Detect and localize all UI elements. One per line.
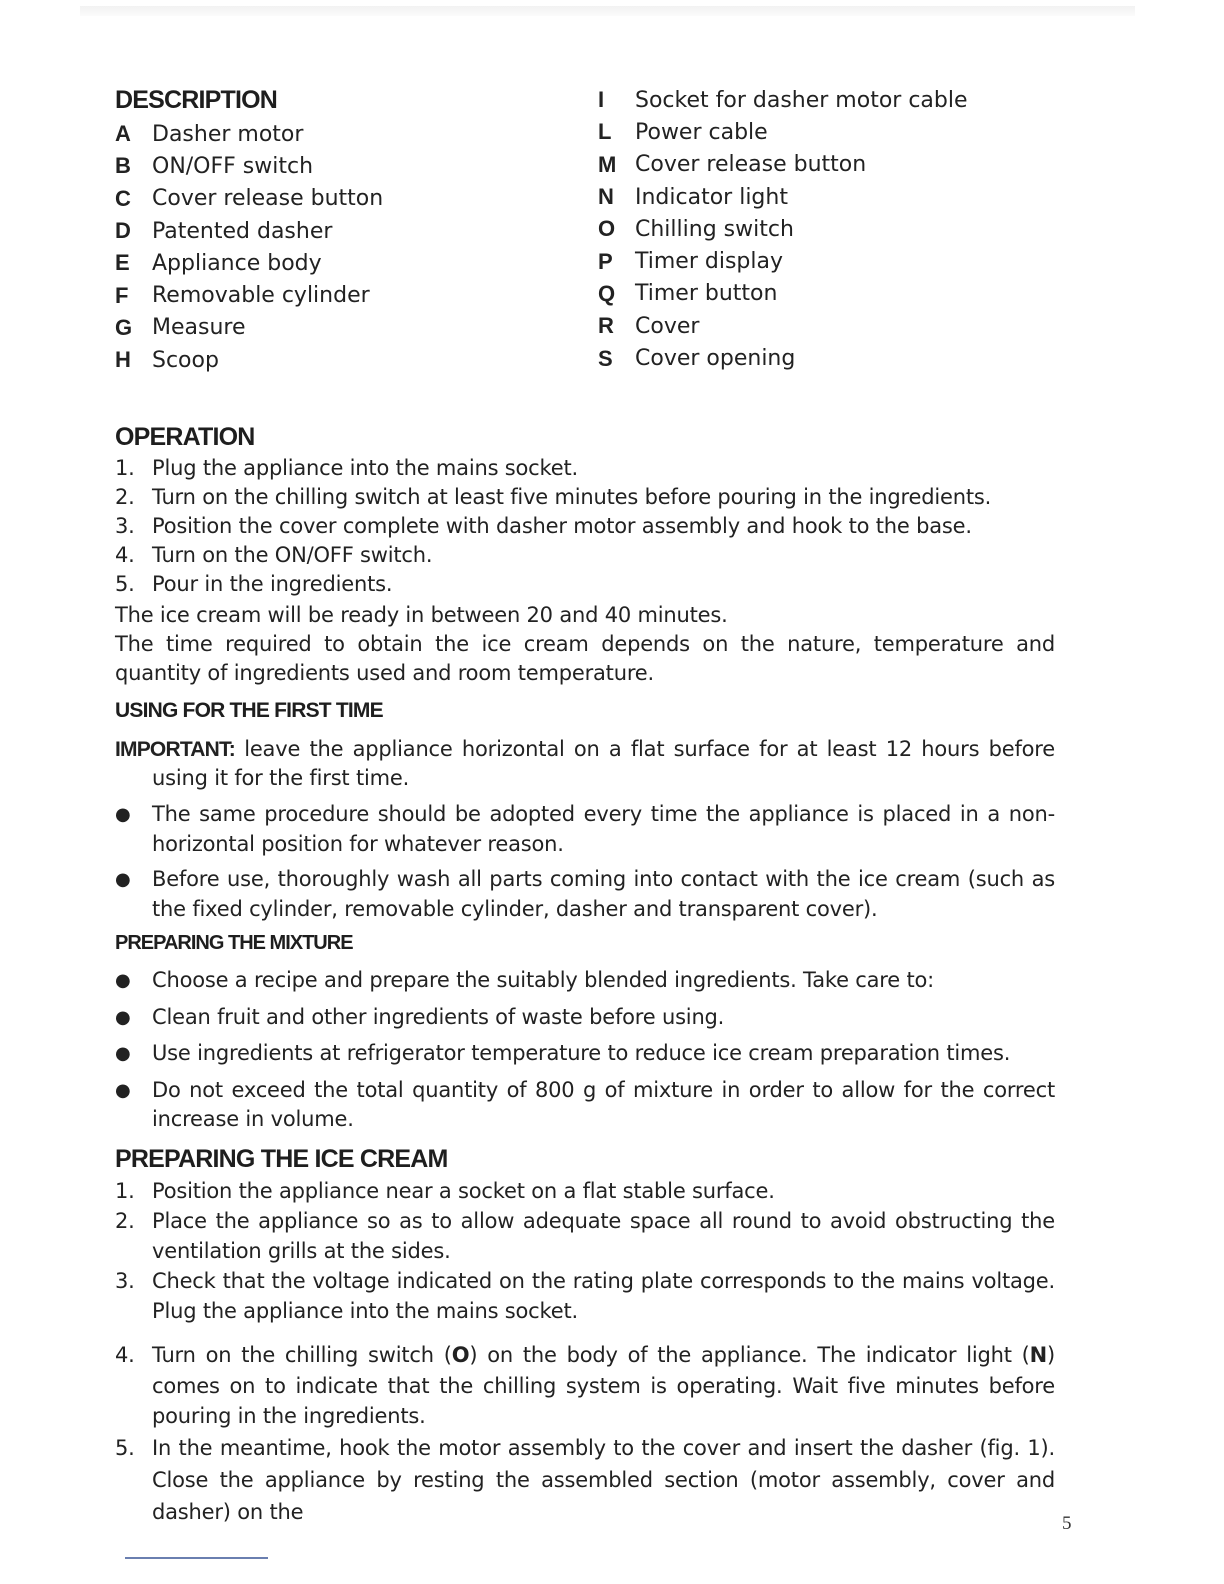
bullet-text: Do not exceed the total quantity of 800 g of mixture in order to allow for the correct increase in volume. [152,1077,1055,1131]
step-text-a: Turn on the chilling switch ( [152,1343,452,1367]
important-label: IMPORTANT: [115,738,235,761]
item-label: Cover release button [635,152,867,178]
item-label: Chilling switch [635,216,794,242]
item-letter: O [598,216,616,242]
list-item [598,84,968,116]
list-item [115,1039,1055,1069]
important-text: leave the appliance horizontal on a flat surface for at least 12 hours before using it for the first time. [152,737,1055,790]
step-text: Plug the appliance into the mains socket. [152,456,578,480]
mixture-section [115,966,1055,1135]
bullet-text: Use ingredients at refrigerator temperature to reduce ice cream preparation times. [152,1041,1011,1065]
item-letter: M [598,151,617,177]
list-item [115,344,383,376]
step-text: Pour in the ingredients. [152,572,393,596]
list-item [598,310,968,342]
important-note [115,735,1055,793]
first-time-heading: USING FOR THE FIRST TIME [115,699,383,722]
list-item [598,181,968,213]
list-item [115,512,1055,541]
step-number: 3. [115,514,135,538]
step-number: 4. [115,1343,135,1367]
item-label: Cover [635,313,700,339]
bullet-icon: ● [115,970,131,991]
ice-cream-heading: PREPARING THE ICE CREAM [115,1145,448,1173]
bullet-icon: ● [115,1006,131,1028]
list-item [115,312,383,344]
list-item [115,150,383,182]
item-label: ON/OFF switch [152,153,314,179]
list-item [598,213,968,245]
step-number: 4. [115,543,135,567]
bullet-text: Choose a recipe and prepare the suitably blended ingredients. Take care to: [152,968,935,992]
first-time-bullets [115,800,1055,924]
item-letter: N [598,184,614,210]
list-item [115,1076,1055,1135]
first-time-section [115,735,1055,924]
ready-time-note: The ice cream will be ready in between 20 and 40 minutes. [115,603,728,627]
step-number: 1. [115,456,135,480]
item-label: Appliance body [152,250,322,276]
list-item [115,865,1055,924]
list-item [598,278,968,310]
item-letter: H [115,347,131,373]
bullet-icon: ● [115,869,131,890]
page-number: 5 [1062,1513,1072,1534]
item-letter: G [115,314,133,340]
step-text: In the meantime, hook the motor assembly to the cover and insert the dasher (fig. 1). Close the appliance by resting the assembled section (motor assembly, cover and dasher) on the [152,1435,1055,1524]
item-label: Cover release button [152,186,384,212]
list-item [115,1266,1055,1326]
list-item [115,800,1055,859]
step-text: Turn on the ON/OFF switch. [152,543,433,567]
list-item [598,149,968,181]
item-label: Timer button [635,281,778,307]
bullet-text: Clean fruit and other ingredients of waste before using. [152,1004,725,1029]
step-text: Position the cover complete with dasher motor assembly and hook to the base. [152,514,972,538]
bullet-text: The same procedure should be adopted every time the appliance is placed in a non-horizontal position for whatever reason. [152,802,1055,856]
step-number: 2. [115,1209,135,1233]
list-item [598,245,968,277]
description-heading: DESCRIPTION [115,86,278,114]
step-number: 2. [115,485,135,509]
list-item [115,1206,1055,1266]
operation-section [115,454,1055,688]
mixture-bullets [115,966,1055,1135]
item-label: Removable cylinder [152,283,370,309]
step-text: Place the appliance so as to allow adequate space all round to avoid obstructing the ventilation grills at the sides. [152,1209,1055,1263]
operation-steps [115,454,1055,599]
mixture-heading: PREPARING THE MIXTURE [115,932,353,954]
description-left-list [115,118,383,376]
item-letter: D [115,218,131,244]
item-letter: F [115,282,129,308]
step-number: 5. [115,1435,135,1460]
list-item [115,279,383,311]
bullet-icon: ● [115,804,131,825]
list-item [115,454,1055,483]
description-right-list [598,84,968,375]
item-label: Measure [152,315,246,341]
bullet-icon: ● [115,1043,131,1064]
list-item [115,118,383,150]
list-item [115,966,1055,996]
item-letter: L [598,119,612,145]
list-item [115,247,383,279]
ice-cream-section [115,1176,1055,1528]
list-item [115,1432,1055,1528]
scan-bottom-mark [125,1557,268,1559]
item-letter: I [598,87,605,113]
list-item [115,1003,1055,1033]
item-label: Timer display [635,249,783,275]
item-letter: E [115,250,130,276]
step-text-b: ) on the body of the appliance. The indicator light ( [469,1343,1030,1367]
time-required-note: The time required to obtain the ice cream depends on the nature, temperature and quantity of ingredients used and room temperature. [115,632,1055,685]
step-text: Check that the voltage indicated on the rating plate corresponds to the mains voltage. Plug the appliance into the mains socket. [152,1269,1055,1323]
step-text: Turn on the chilling switch at least five minutes before pouring in the ingredients. [152,485,992,509]
item-letter: C [115,185,131,211]
item-label: Cover opening [635,346,796,372]
bullet-icon: ● [115,1079,131,1101]
list-item [115,215,383,247]
step-text-c: ) comes on to indicate that the chilling system is operating. Wait five minutes before pouring in the ingredients. [152,1343,1055,1428]
scan-top-edge [80,6,1135,16]
item-label: Dasher motor [152,121,304,147]
list-item [115,183,383,215]
list-item [115,483,1055,512]
item-label: Patented dasher [152,218,333,244]
item-letter: B [115,153,131,179]
step-number: 1. [115,1179,135,1203]
step-text: Position the appliance near a socket on a flat stable surface. [152,1179,775,1203]
item-letter: Q [598,280,616,306]
item-letter: R [598,313,614,339]
list-item [115,570,1055,599]
ice-cream-steps [115,1176,1055,1528]
list-item [115,541,1055,570]
indicator-light-ref: N [1029,1343,1047,1367]
item-letter: S [598,345,613,371]
item-label: Indicator light [635,184,788,210]
step-number: 3. [115,1269,135,1293]
list-item [115,1176,1055,1206]
item-label: Power cable [635,119,768,145]
step-number: 5. [115,572,135,596]
item-label: Scoop [152,347,219,373]
bullet-text: Before use, thoroughly wash all parts coming into contact with the ice cream (such as the fixed cylinder, removable cylinder, dasher and transparent cover). [152,867,1055,921]
item-label: Socket for dasher motor cable [635,87,968,113]
list-item [115,1340,1055,1432]
item-letter: P [598,248,613,274]
list-item [598,116,968,148]
chilling-switch-ref: O [451,1343,470,1367]
operation-heading: OPERATION [115,423,255,451]
list-item [598,342,968,374]
item-letter: A [115,121,131,147]
